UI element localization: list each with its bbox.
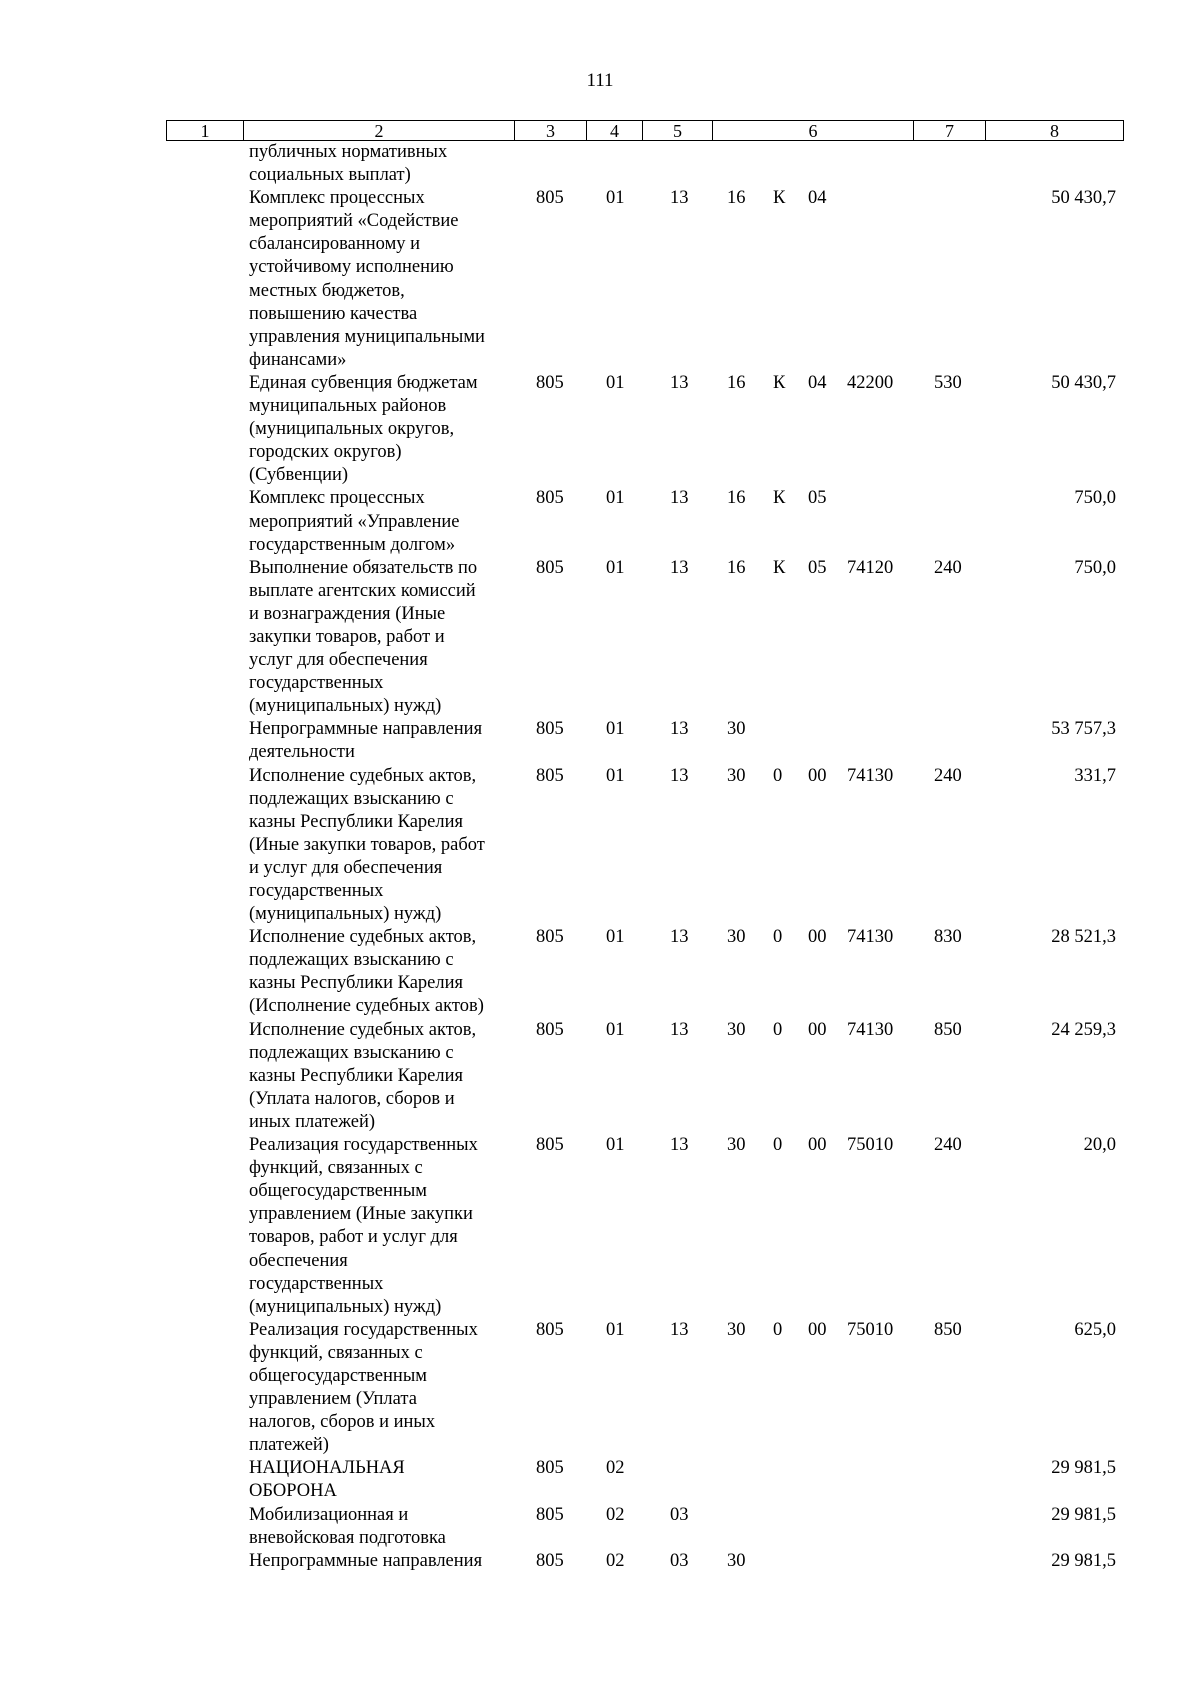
subprogram-code-cell: К [773, 557, 786, 578]
row-name: Выполнение обязательств по выплате агентских комиссий и вознаграждения (Иные закупки товаров, работ и услуг для обеспечения государственных (муниципальных) нужд) [249, 557, 478, 717]
table-row [166, 926, 1124, 1018]
expense-type-code-cell: 240 [934, 1135, 962, 1156]
row-name: Реализация государственных функций, связанных с общегосударственным управлением (Иные закупки товаров, работ и услуг для обеспечения государственных (муниципальных) нужд) [249, 1135, 478, 1317]
subsection-code-cell: 03 [670, 1504, 689, 1525]
table-row [166, 557, 1124, 719]
page-number: 111 [586, 70, 614, 91]
activity-code-cell: 00 [808, 1319, 827, 1340]
grbs-code-cell: 805 [536, 1019, 564, 1040]
amount-cell: 20,0 [1083, 1135, 1116, 1156]
expense-type-code-cell: 240 [934, 765, 962, 786]
amount-cell: 50 430,7 [1051, 372, 1116, 393]
amount-cell: 625,0 [1074, 1319, 1116, 1340]
subsection-code-cell: 13 [670, 557, 689, 578]
row-name: Исполнение судебных актов, подлежащих взысканию с казны Республики Карелия (Исполнение судебных актов) [249, 927, 484, 1017]
program-code-cell: 30 [727, 719, 746, 740]
grbs-code-cell: 805 [536, 1135, 564, 1156]
header-cell: 4 [587, 121, 643, 140]
row-name: Комплекс процессных мероприятий «Управление государственным долгом» [249, 488, 460, 555]
header-cell: 3 [515, 121, 587, 140]
table-row [166, 1550, 1124, 1573]
subprogram-code-cell: К [773, 488, 786, 509]
row-name: Комплекс процессных мероприятий «Содействие сбалансированному и устойчивому исполнению местных бюджетов, повышению качества управления муниципальными финансами» [249, 188, 485, 370]
table-row [166, 372, 1124, 487]
header-cell: 5 [643, 121, 713, 140]
program-code-cell: 16 [727, 557, 746, 578]
direction-code-cell: 75010 [847, 1319, 894, 1340]
subsection-code-cell: 13 [670, 488, 689, 509]
activity-code-cell: 04 [808, 372, 827, 393]
section-code-cell: 01 [606, 719, 625, 740]
row-name: Исполнение судебных актов, подлежащих взысканию с казны Республики Карелия (Иные закупки товаров, работ и услуг для обеспечения государственных (муниципальных) нужд) [249, 765, 485, 925]
subsection-code-cell: 13 [670, 1019, 689, 1040]
grbs-code-cell: 805 [536, 1319, 564, 1340]
grbs-code-cell: 805 [536, 719, 564, 740]
header-cell: 6 [713, 121, 914, 140]
table-row [166, 487, 1124, 556]
program-code-cell: 30 [727, 1319, 746, 1340]
table-row [166, 1134, 1124, 1319]
subsection-code-cell: 13 [670, 927, 689, 948]
section-code-cell: 01 [606, 1019, 625, 1040]
amount-cell: 750,0 [1074, 557, 1116, 578]
direction-code-cell: 42200 [847, 372, 894, 393]
subprogram-code-cell: К [773, 188, 786, 209]
direction-code-cell: 74130 [847, 765, 894, 786]
section-code-cell: 02 [606, 1458, 625, 1479]
grbs-code-cell: 805 [536, 1504, 564, 1525]
activity-code-cell: 05 [808, 557, 827, 578]
amount-cell: 28 521,3 [1051, 927, 1116, 948]
table-header-row [166, 120, 1124, 141]
subprogram-code-cell: 0 [773, 1135, 783, 1156]
subsection-code-cell: 13 [670, 372, 689, 393]
activity-code-cell: 05 [808, 488, 827, 509]
amount-cell: 24 259,3 [1051, 1019, 1116, 1040]
grbs-code-cell: 805 [536, 765, 564, 786]
direction-code-cell: 74120 [847, 557, 894, 578]
amount-cell: 29 981,5 [1051, 1458, 1116, 1479]
grbs-code-cell: 805 [536, 488, 564, 509]
amount-cell: 53 757,3 [1051, 719, 1116, 740]
subprogram-code-cell: К [773, 372, 786, 393]
table-row [166, 1504, 1124, 1550]
program-code-cell: 30 [727, 765, 746, 786]
program-code-cell: 30 [727, 1019, 746, 1040]
subsection-code-cell: 13 [670, 765, 689, 786]
section-code-cell: 01 [606, 557, 625, 578]
program-code-cell: 16 [727, 488, 746, 509]
section-code-cell: 01 [606, 765, 625, 786]
expense-type-code-cell: 850 [934, 1319, 962, 1340]
program-code-cell: 30 [727, 1135, 746, 1156]
amount-cell: 50 430,7 [1051, 188, 1116, 209]
section-code-cell: 02 [606, 1550, 625, 1571]
table-body [166, 141, 1124, 1573]
subprogram-code-cell: 0 [773, 1019, 783, 1040]
activity-code-cell: 00 [808, 765, 827, 786]
expense-type-code-cell: 530 [934, 372, 962, 393]
row-name: НАЦИОНАЛЬНАЯ ОБОРОНА [249, 1458, 405, 1502]
row-name: Единая субвенция бюджетам муниципальных районов (муниципальных округов, городских округов) (Субвенции) [249, 372, 478, 486]
subsection-code-cell: 13 [670, 719, 689, 740]
subprogram-code-cell: 0 [773, 765, 783, 786]
row-name: Непрограммные направления деятельности [249, 719, 483, 763]
header-cell: 8 [1050, 121, 1059, 141]
direction-code-cell: 75010 [847, 1135, 894, 1156]
header-cell: 2 [244, 121, 515, 140]
table-row [166, 1319, 1124, 1458]
section-code-cell: 01 [606, 927, 625, 948]
row-name: Исполнение судебных актов, подлежащих взысканию с казны Республики Карелия (Уплата налогов, сборов и иных платежей) [249, 1019, 477, 1132]
grbs-code-cell: 805 [536, 927, 564, 948]
section-code-cell: 01 [606, 1319, 625, 1340]
amount-cell: 331,7 [1074, 765, 1116, 786]
subsection-code-cell: 13 [670, 1135, 689, 1156]
row-name: публичных нормативных социальных выплат) [249, 142, 448, 186]
expense-type-code-cell: 830 [934, 927, 962, 948]
section-code-cell: 01 [606, 188, 625, 209]
row-name: Реализация государственных функций, связанных с общегосударственным управлением (Уплата налогов, сборов и иных платежей) [249, 1319, 478, 1456]
section-code-cell: 01 [606, 372, 625, 393]
table-row [166, 765, 1124, 927]
amount-cell: 29 981,5 [1051, 1550, 1116, 1571]
table-row [166, 1457, 1124, 1503]
amount-cell: 750,0 [1074, 488, 1116, 509]
program-code-cell: 16 [727, 188, 746, 209]
subprogram-code-cell: 0 [773, 1319, 783, 1340]
grbs-code-cell: 805 [536, 372, 564, 393]
grbs-code-cell: 805 [536, 1550, 564, 1571]
grbs-code-cell: 805 [536, 188, 564, 209]
subsection-code-cell: 03 [670, 1550, 689, 1571]
table-row [166, 187, 1124, 372]
activity-code-cell: 00 [808, 1019, 827, 1040]
grbs-code-cell: 805 [536, 557, 564, 578]
direction-code-cell: 74130 [847, 927, 894, 948]
amount-cell: 29 981,5 [1051, 1504, 1116, 1525]
subsection-code-cell: 13 [670, 188, 689, 209]
row-name: Непрограммные направления [249, 1550, 483, 1571]
header-cell: 7 [914, 121, 986, 140]
expense-type-code-cell: 850 [934, 1019, 962, 1040]
section-code-cell: 02 [606, 1504, 625, 1525]
expense-type-code-cell: 240 [934, 557, 962, 578]
activity-code-cell: 04 [808, 188, 827, 209]
section-code-cell: 01 [606, 488, 625, 509]
activity-code-cell: 00 [808, 1135, 827, 1156]
program-code-cell: 16 [727, 372, 746, 393]
program-code-cell: 30 [727, 1550, 746, 1571]
section-code-cell: 01 [606, 1135, 625, 1156]
program-code-cell: 30 [727, 927, 746, 948]
activity-code-cell: 00 [808, 927, 827, 948]
subprogram-code-cell: 0 [773, 927, 783, 948]
subsection-code-cell: 13 [670, 1319, 689, 1340]
grbs-code-cell: 805 [536, 1458, 564, 1479]
table-row [166, 141, 1124, 187]
row-name: Мобилизационная и вневойсковая подготовка [249, 1504, 446, 1548]
budget-table [166, 120, 1124, 1573]
table-row [166, 1019, 1124, 1134]
direction-code-cell: 74130 [847, 1019, 894, 1040]
header-cell: 1 [167, 121, 244, 140]
table-row [166, 718, 1124, 764]
